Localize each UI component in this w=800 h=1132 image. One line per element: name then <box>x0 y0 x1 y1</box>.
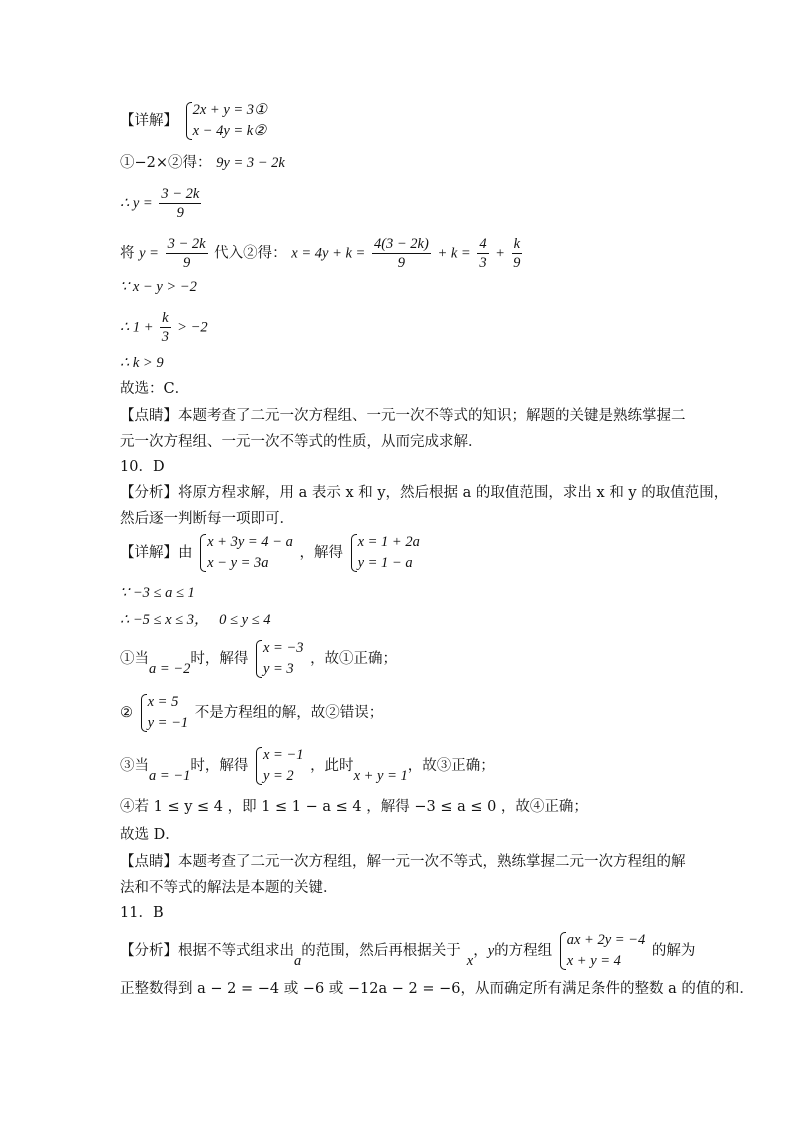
solution-2: y = 2 <box>262 768 294 784</box>
variable: a <box>294 953 302 969</box>
step-label: ①−2×②得： <box>120 155 212 171</box>
text: ② <box>120 705 133 721</box>
equation: ∴ −5 ≤ x ≤ 3， <box>120 612 209 628</box>
fraction-denominator: 9 <box>182 255 191 271</box>
q10-item4: ④若 1 ≤ y ≤ 4 ，即 1 ≤ 1 − a ≤ 4 ，解得 −3 ≤ a ≤ 0 ，故④正确； <box>120 799 588 815</box>
equation: ∴ y = <box>120 195 153 212</box>
equation: > −2 <box>177 319 208 336</box>
q11-analysis-1 <box>120 930 695 972</box>
q10-comment-1 <box>120 853 686 871</box>
q11-analysis-2: 正整数得到 a − 2 = −4 或 −6 或 −12a − 2 = −6，从而确定所有满足条件的整数 a 的值的和． <box>120 981 754 997</box>
comment-text: 本题考查了二元一次方程组，解一元一次不等式，熟练掌握二元一次方程组的解 <box>178 854 686 870</box>
solution-system <box>255 745 304 787</box>
equation-1: x + 3y = 4 − a <box>207 534 293 550</box>
equation: + k = <box>437 245 471 262</box>
equation-system <box>559 930 645 972</box>
detail-label: 【详解】 <box>120 545 178 561</box>
text: 时，解得 <box>190 651 249 667</box>
q9-step2 <box>120 186 203 221</box>
q10-therefore <box>120 611 270 629</box>
fraction-denominator: 3 <box>479 255 487 271</box>
q9-comment-2: 元一次方程组、一元一次不等式的性质，从而完成求解． <box>120 434 483 450</box>
equation-2: x − 4y = k② <box>192 123 267 139</box>
fraction-denominator: 9 <box>513 255 521 271</box>
q9-detail-line <box>120 100 269 142</box>
comment-text: 本题考查了二元一次方程组、一元一次不等式的知识；解题的关键是熟练掌握二 <box>178 408 686 424</box>
solution-2: y = 1 − a <box>357 555 413 571</box>
fraction-numerator: 4(3 − 2k) <box>373 236 429 252</box>
solution-2: y = 3 <box>262 661 294 677</box>
text: ①当 <box>120 651 149 667</box>
variable: x <box>466 953 474 969</box>
q9-comment-1 <box>120 407 686 425</box>
q10-analysis-2: 然后逐一判断每一项即可． <box>120 511 294 527</box>
analysis-label: 【分析】 <box>120 943 178 959</box>
q9-therefore1 <box>120 310 208 345</box>
q10-analysis-1 <box>120 484 728 502</box>
condition: a = −1 <box>149 768 191 784</box>
analysis-text: 将原方程求解，用 a 表示 x 和 y，然后根据 a 的取值范围，求出 x 和 y 的取值范围， <box>178 485 729 501</box>
equation: y = <box>139 245 159 262</box>
equation-system <box>199 532 293 574</box>
q9-because: ∵ x − y > −2 <box>120 279 197 295</box>
analysis-text: 根据不等式组求出 <box>178 943 294 959</box>
fraction-denominator: 9 <box>397 255 405 271</box>
comment-label: 【点睛】 <box>120 408 178 424</box>
solution-1: x = 1 + 2a <box>357 534 420 550</box>
equation: 9y = 3 − 2k <box>216 155 285 171</box>
equation-1: ax + 2y = −4 <box>566 932 646 948</box>
solution-1: x = −3 <box>262 640 304 656</box>
analysis-text: 的范围，然后再根据关于 <box>301 943 461 959</box>
q11-heading: 11．B <box>120 905 164 921</box>
text: ③当 <box>120 758 149 774</box>
solution-2: y = −1 <box>147 715 189 731</box>
text: 将 <box>120 245 135 262</box>
condition: a = −2 <box>149 661 191 677</box>
fraction-numerator: 3 − 2k <box>161 186 200 202</box>
detail-label: 【详解】 <box>120 113 178 129</box>
equation: ∴ 1 + <box>120 319 154 336</box>
text: ，解得 <box>299 545 343 561</box>
equation-1: 2x + y = 3① <box>192 102 268 118</box>
text: 由 <box>178 545 193 561</box>
solution-system <box>255 638 304 680</box>
analysis-text: 的解为 <box>651 943 696 959</box>
equation-2: x − y = 3a <box>207 555 269 571</box>
variable: y <box>487 943 495 959</box>
solution-system <box>140 692 189 734</box>
comment-label: 【点睛】 <box>120 854 178 870</box>
q10-detail <box>120 532 422 574</box>
equation: 0 ≤ y ≤ 4 <box>219 612 271 628</box>
q10-because: ∵ −3 ≤ a ≤ 1 <box>120 585 195 601</box>
equation-2: x + y = 4 <box>566 953 621 969</box>
fraction-numerator: 4 <box>479 236 487 252</box>
q9-substitute <box>120 236 524 271</box>
solution-1: x = −1 <box>262 747 304 763</box>
fraction <box>477 236 488 271</box>
text: ，此时 <box>310 758 354 774</box>
text: 代入②得： <box>214 245 287 262</box>
fraction <box>372 236 431 271</box>
q10-item2 <box>120 692 383 734</box>
fraction <box>160 310 170 345</box>
q10-comment-2: 法和不等式的解法是本题的关键． <box>120 880 338 896</box>
equation-system <box>185 100 267 142</box>
fraction <box>512 236 522 271</box>
fraction-numerator: k <box>162 310 169 326</box>
analysis-text: 的方程组 <box>494 943 553 959</box>
q10-item1 <box>120 638 397 680</box>
analysis-label: 【分析】 <box>120 485 178 501</box>
solution-system <box>350 532 420 574</box>
fraction <box>159 186 201 221</box>
text: 时，解得 <box>190 758 249 774</box>
q9-step1 <box>120 154 285 172</box>
q10-heading: 10．D <box>120 459 165 475</box>
fraction-numerator: k <box>513 236 521 252</box>
text: ， <box>473 943 488 959</box>
condition: x + y = 1 <box>353 768 408 784</box>
fraction-numerator: 3 − 2k <box>167 236 206 252</box>
fraction-denominator: 3 <box>161 329 169 345</box>
q10-item3 <box>120 745 495 787</box>
fraction <box>166 236 208 271</box>
solution-1: x = 5 <box>147 694 179 710</box>
plus-sign: + <box>495 245 505 262</box>
q9-choice: 故选：C． <box>120 381 190 397</box>
q10-choice: 故选 D． <box>120 827 180 843</box>
fraction-denominator: 9 <box>176 205 184 221</box>
q9-therefore2: ∴ k > 9 <box>120 355 164 371</box>
text: ，故①正确； <box>310 651 398 667</box>
text: ，故③正确； <box>407 758 495 774</box>
equation: x = 4y + k = <box>291 245 366 262</box>
text: 不是方程组的解，故②错误； <box>194 705 384 721</box>
